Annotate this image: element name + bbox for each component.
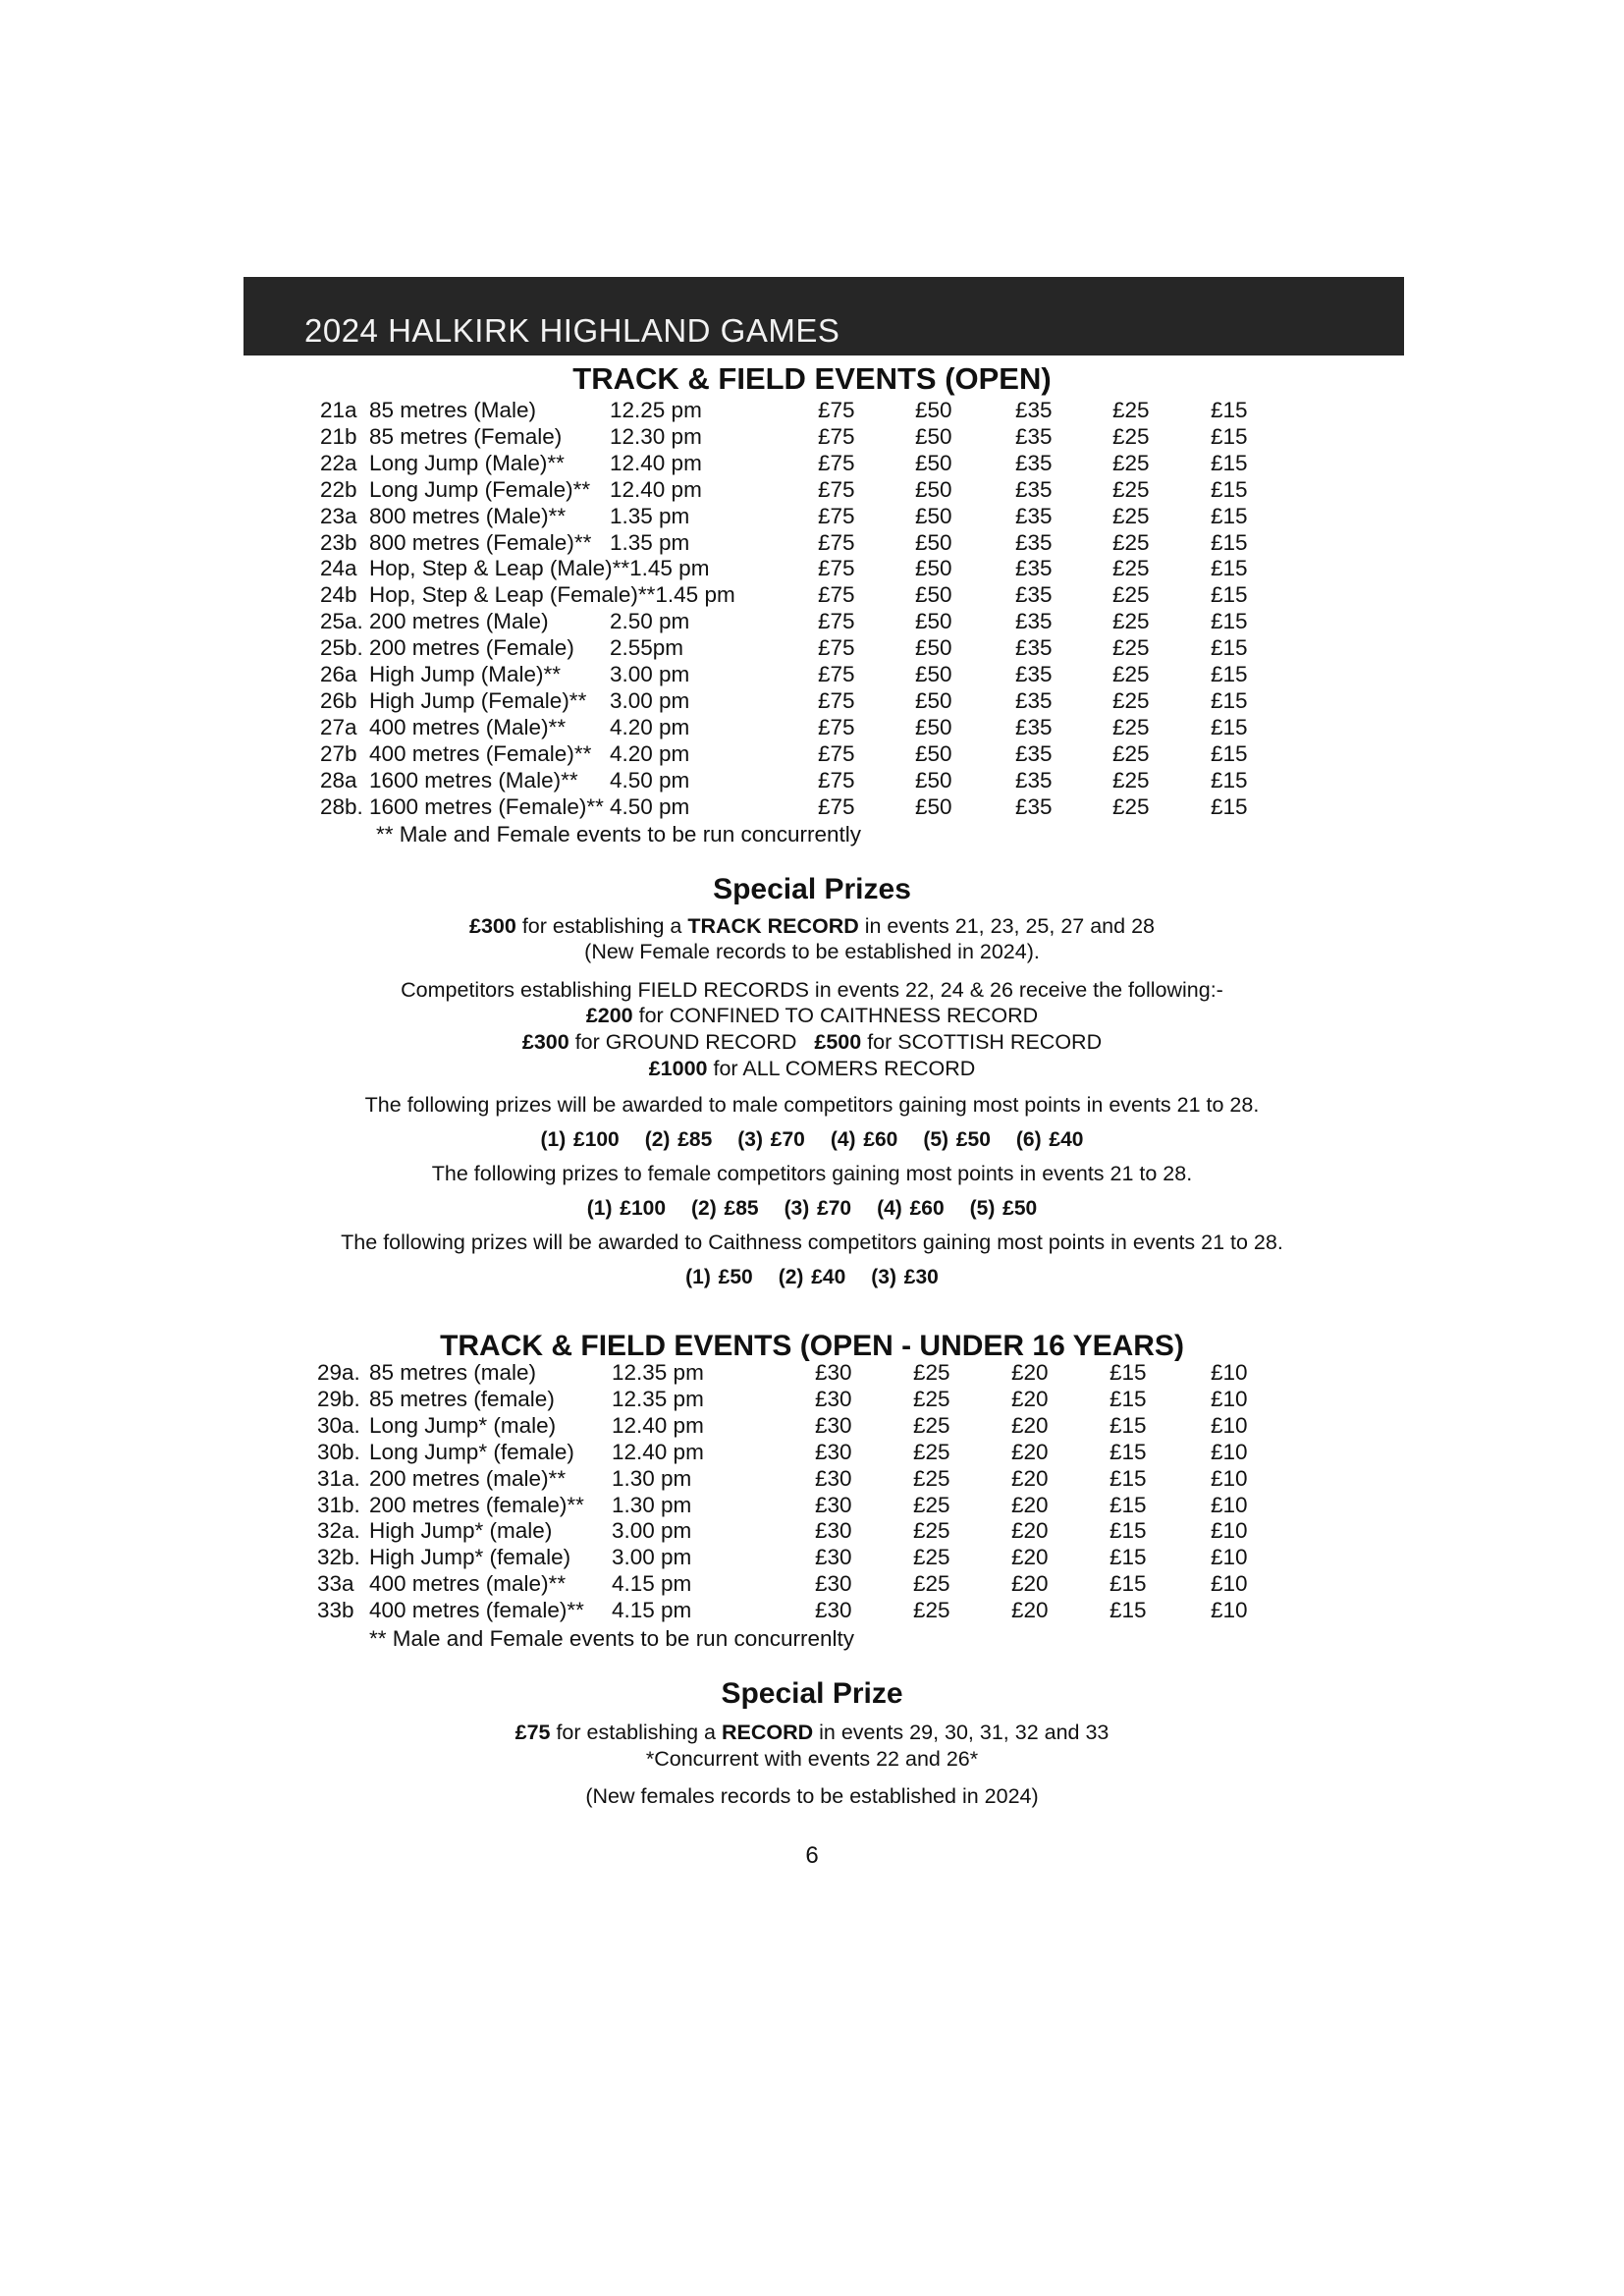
event-time: 1.35 pm [610,529,690,555]
concurrent-note-under16: ** Male and Female events to be run concurrenlty [369,1626,855,1651]
prize-place-5: (5) £50 [969,1197,1038,1220]
prize-2: £50 [915,767,952,793]
prize-3: £20 [1011,1412,1049,1438]
prize-3: £20 [1011,1386,1049,1411]
event-time: 4.15 pm [612,1598,692,1623]
event-time: 3.00 pm [612,1545,692,1570]
event-time: 12.40 pm [610,476,702,502]
prize-4: £15 [1110,1360,1147,1385]
prize-3: £20 [1011,1492,1049,1517]
prize-1: £75 [818,635,855,661]
event-name: 800 metres (Female)** [369,529,592,555]
event-code: 23a [320,503,357,528]
prize-1: £75 [818,503,855,528]
scottish-record-amount: £500 [814,1030,862,1054]
prize-place-1: (1) £100 [586,1197,667,1220]
prize-4: £25 [1112,503,1150,528]
prize-4: £25 [1112,398,1150,422]
prize-3: £20 [1011,1545,1049,1570]
prize-1: £30 [815,1492,852,1517]
special-prize-heading: Special Prize [721,1677,903,1710]
all-comers-record-text: for ALL COMERS RECORD [707,1057,976,1080]
concurrent-events-note: *Concurrent with events 22 and 26* [645,1747,979,1771]
event-name: 85 metres (Male) [369,398,537,422]
prize-1: £30 [815,1598,852,1623]
event-name: 85 metres (Female) [369,423,563,449]
event-name: High Jump* (male) [369,1518,553,1544]
prize-1: £75 [818,476,855,502]
prize-5: £15 [1211,714,1248,739]
event-code: 32a. [317,1518,360,1544]
prize-5: £15 [1211,398,1248,422]
prize-2: £25 [913,1492,950,1517]
prize-4: £15 [1110,1598,1147,1623]
prize-place-1: (1) £50 [685,1266,753,1288]
event-name: High Jump* (female) [369,1545,571,1570]
event-code: 28a [320,767,357,793]
prize-5: £15 [1211,767,1248,793]
track-record-text-a: for establishing a [515,914,688,938]
event-time: 4.50 pm [610,793,690,819]
prize-2: £25 [913,1598,950,1623]
event-time: 12.30 pm [610,423,702,449]
prize-5: £10 [1211,1598,1248,1623]
prize-4: £25 [1112,740,1150,766]
caithness-prizes-intro: The following prizes will be awarded to Caithness competitors gaining most points in events 21 to 28. [341,1230,1283,1254]
event-code: 22a [320,450,357,475]
event-name: 800 metres (Male)** [369,503,567,528]
event-name: High Jump (Female)** [369,687,587,713]
prize-1: £75 [818,767,855,793]
event-code: 29a. [317,1360,360,1385]
event-name: 400 metres (Male)** [369,714,567,739]
prize-5: £10 [1211,1518,1248,1544]
prize-3: £20 [1011,1360,1049,1385]
prize-place-3: (3) £70 [784,1197,852,1220]
event-code: 28b. [320,793,363,819]
prize-4: £25 [1112,662,1150,686]
prize-2: £50 [915,740,952,766]
record-prize-amount: £75 [514,1721,551,1744]
prize-2: £50 [915,635,952,661]
event-code: 22b [320,476,357,502]
event-time: 2.50 pm [610,609,690,634]
track-record-text-b: in events 21, 23, 25, 27 and 28 [858,914,1155,938]
prize-5: £10 [1211,1439,1248,1464]
prize-3: £35 [1015,662,1053,686]
prize-4: £25 [1112,714,1150,739]
section-heading-open: TRACK & FIELD EVENTS (OPEN) [572,361,1052,396]
record-prize-text-a: for establishing a [550,1721,722,1744]
prize-place-2: (2) £85 [691,1197,759,1220]
prize-1: £75 [818,450,855,475]
prize-5: £15 [1211,662,1248,686]
track-record-bold: TRACK RECORD [687,914,859,938]
female-prizes-row [0,1197,1624,1221]
event-name: 400 metres (Female)** [369,740,592,766]
prize-5: £15 [1211,503,1248,528]
prize-5: £15 [1211,423,1248,449]
prize-2: £50 [915,609,952,634]
track-record-line [0,914,1624,939]
event-time: 12.35 pm [612,1386,704,1411]
banner-title: 2024 HALKIRK HIGHLAND GAMES [304,312,840,349]
event-time: 4.20 pm [610,714,690,739]
male-prizes-row [0,1128,1624,1152]
prize-4: £25 [1112,423,1150,449]
prize-4: £25 [1112,450,1150,475]
prize-2: £25 [913,1439,950,1464]
prize-3: £35 [1015,714,1053,739]
ground-record-text: for GROUND RECORD [568,1030,797,1054]
prize-5: £10 [1211,1386,1248,1411]
event-name: 200 metres (male)** [369,1465,567,1491]
prize-4: £15 [1110,1518,1147,1544]
prize-5: £15 [1211,476,1248,502]
event-name: 400 metres (male)** [369,1571,567,1597]
event-time: 3.00 pm [610,662,690,686]
prize-1: £30 [815,1360,852,1385]
event-name: 200 metres (Male) [369,609,549,634]
event-code: 31b. [317,1492,360,1517]
event-code: 31a. [317,1465,360,1491]
event-code: 25b. [320,635,363,661]
prize-5: £15 [1211,582,1248,608]
event-code: 30a. [317,1412,360,1438]
event-code: 26b [320,687,357,713]
prize-1: £30 [815,1465,852,1491]
event-name: 200 metres (female)** [369,1492,584,1517]
field-records-intro: Competitors establishing FIELD RECORDS in events 22, 24 & 26 receive the following:- [401,978,1223,1002]
event-code: 24b [320,582,357,608]
prize-4: £25 [1112,556,1150,581]
prize-3: £35 [1015,635,1053,661]
prize-4: £15 [1110,1439,1147,1464]
prize-2: £50 [915,714,952,739]
event-name: Hop, Step & Leap (Female)**1.45 pm [369,582,735,608]
prize-2: £50 [915,793,952,819]
prize-1: £75 [818,398,855,422]
event-time: 4.15 pm [612,1571,692,1597]
record-prize-bold: RECORD [721,1721,814,1744]
caithness-record-text: for CONFINED TO CAITHNESS RECORD [632,1004,1039,1027]
prize-4: £15 [1110,1465,1147,1491]
prize-5: £15 [1211,635,1248,661]
event-code: 21a [320,398,357,422]
prize-5: £15 [1211,529,1248,555]
event-code: 29b. [317,1386,360,1411]
event-name: Hop, Step & Leap (Male)**1.45 pm [369,556,710,581]
event-code: 24a [320,556,357,581]
event-name: 200 metres (Female) [369,635,574,661]
prize-3: £35 [1015,423,1053,449]
event-code: 33a [317,1571,354,1597]
prize-4: £25 [1112,582,1150,608]
prize-2: £25 [913,1518,950,1544]
event-name: 1600 metres (Female)** [369,793,604,819]
prize-5: £15 [1211,556,1248,581]
prize-1: £30 [815,1439,852,1464]
section-heading-under16: TRACK & FIELD EVENTS (OPEN - UNDER 16 YEARS) [440,1330,1184,1362]
prize-4: £25 [1112,793,1150,819]
event-time: 1.30 pm [612,1492,692,1517]
prize-2: £50 [915,582,952,608]
prize-1: £75 [818,423,855,449]
event-time: 12.25 pm [610,398,702,422]
prize-4: £25 [1112,635,1150,661]
prize-4: £25 [1112,529,1150,555]
prize-1: £30 [815,1386,852,1411]
prize-3: £35 [1015,740,1053,766]
prize-1: £75 [818,793,855,819]
prize-1: £75 [818,556,855,581]
prize-2: £25 [913,1360,950,1385]
event-time: 1.35 pm [610,503,690,528]
prize-4: £15 [1110,1545,1147,1570]
prize-2: £50 [915,556,952,581]
event-time: 3.00 pm [612,1518,692,1544]
prize-2: £50 [915,529,952,555]
prize-3: £35 [1015,398,1053,422]
prize-2: £50 [915,662,952,686]
female-records-note: (New Female records to be established in 2024). [584,940,1040,963]
prize-3: £20 [1011,1598,1049,1623]
track-record-amount: £300 [469,914,516,938]
event-name: 1600 metres (Male)** [369,767,578,793]
caithness-record-amount: £200 [585,1004,633,1027]
prize-3: £35 [1015,687,1053,713]
event-time: 2.55pm [610,635,684,661]
event-code: 30b. [317,1439,360,1464]
event-code: 33b [317,1598,354,1623]
prize-1: £75 [818,740,855,766]
ground-scottish-record-line [0,1030,1624,1055]
prize-5: £15 [1211,687,1248,713]
prize-4: £25 [1112,687,1150,713]
prize-4: £25 [1112,609,1150,634]
event-time: 12.40 pm [612,1412,704,1438]
record-prize-line [0,1721,1624,1745]
prize-1: £75 [818,529,855,555]
event-code: 27a [320,714,357,739]
prize-2: £50 [915,687,952,713]
event-code: 25a. [320,609,363,634]
prize-place-3: (3) £30 [871,1266,939,1288]
prize-5: £10 [1211,1465,1248,1491]
ground-record-amount: £300 [521,1030,569,1054]
prize-5: £10 [1211,1360,1248,1385]
event-name: Long Jump* (female) [369,1439,574,1464]
record-prize-text-b: in events 29, 30, 31, 32 and 33 [813,1721,1110,1744]
event-name: Long Jump* (male) [369,1412,557,1438]
prize-3: £20 [1011,1439,1049,1464]
title-banner [244,277,1404,355]
prize-2: £25 [913,1386,950,1411]
prize-4: £15 [1110,1571,1147,1597]
prize-5: £15 [1211,450,1248,475]
prize-2: £25 [913,1412,950,1438]
prize-5: £15 [1211,740,1248,766]
prize-3: £35 [1015,609,1053,634]
prize-4: £15 [1110,1492,1147,1517]
prize-place-4: (4) £60 [830,1128,898,1151]
event-name: 85 metres (male) [369,1360,537,1385]
prize-place-6: (6) £40 [1015,1128,1084,1151]
prize-1: £30 [815,1571,852,1597]
female-prizes-intro: The following prizes to female competitors gaining most points in events 21 to 28. [431,1162,1193,1185]
prize-1: £30 [815,1412,852,1438]
prize-4: £15 [1110,1386,1147,1411]
event-time: 3.00 pm [610,687,690,713]
event-name: 85 metres (female) [369,1386,555,1411]
prize-4: £25 [1112,476,1150,502]
prize-place-1: (1) £100 [540,1128,620,1151]
prize-2: £50 [915,476,952,502]
all-comers-record-amount: £1000 [648,1057,708,1080]
event-name: Long Jump (Female)** [369,476,591,502]
event-time: 1.30 pm [612,1465,692,1491]
prize-5: £15 [1211,609,1248,634]
prize-2: £50 [915,398,952,422]
female-records-note-under16: (New females records to be established in 2024) [585,1784,1039,1808]
prize-1: £75 [818,714,855,739]
page-number: 6 [805,1842,819,1869]
prize-5: £10 [1211,1545,1248,1570]
prize-3: £20 [1011,1571,1049,1597]
special-prizes-heading: Special Prizes [713,873,911,905]
prize-3: £20 [1011,1465,1049,1491]
prize-3: £35 [1015,556,1053,581]
event-name: Long Jump (Male)** [369,450,565,475]
event-code: 23b [320,529,357,555]
prize-3: £20 [1011,1518,1049,1544]
event-name: 400 metres (female)** [369,1598,584,1623]
caithness-record-line [0,1004,1624,1028]
prize-3: £35 [1015,767,1053,793]
prize-2: £25 [913,1465,950,1491]
prize-place-3: (3) £70 [737,1128,805,1151]
prize-3: £35 [1015,450,1053,475]
male-prizes-intro: The following prizes will be awarded to male competitors gaining most points in events 21 to 28. [364,1093,1260,1117]
prize-1: £30 [815,1545,852,1570]
prize-place-2: (2) £85 [644,1128,713,1151]
prize-place-5: (5) £50 [923,1128,991,1151]
prize-2: £50 [915,503,952,528]
event-time: 4.20 pm [610,740,690,766]
scottish-record-text: for SCOTTISH RECORD [861,1030,1103,1054]
event-code: 27b [320,740,357,766]
prize-5: £10 [1211,1412,1248,1438]
prize-1: £30 [815,1518,852,1544]
prize-5: £10 [1211,1571,1248,1597]
event-time: 12.40 pm [612,1439,704,1464]
prize-3: £35 [1015,793,1053,819]
prize-2: £25 [913,1571,950,1597]
event-code: 32b. [317,1545,360,1570]
prize-3: £35 [1015,529,1053,555]
prize-3: £35 [1015,503,1053,528]
prize-2: £50 [915,423,952,449]
prize-place-2: (2) £40 [778,1266,846,1288]
prize-2: £25 [913,1545,950,1570]
prize-place-4: (4) £60 [877,1197,945,1220]
event-time: 12.40 pm [610,450,702,475]
caithness-prizes-row [0,1266,1624,1289]
prize-4: £15 [1110,1412,1147,1438]
prize-3: £35 [1015,582,1053,608]
prize-5: £15 [1211,793,1248,819]
event-code: 21b [320,423,357,449]
prize-1: £75 [818,687,855,713]
prize-1: £75 [818,609,855,634]
prize-2: £50 [915,450,952,475]
prize-5: £10 [1211,1492,1248,1517]
all-comers-record-line [0,1057,1624,1081]
prize-3: £35 [1015,476,1053,502]
prize-4: £25 [1112,767,1150,793]
event-code: 26a [320,662,357,686]
prize-1: £75 [818,662,855,686]
prize-1: £75 [818,582,855,608]
event-time: 12.35 pm [612,1360,704,1385]
concurrent-note: ** Male and Female events to be run concurrently [376,822,862,847]
event-time: 4.50 pm [610,767,690,793]
event-name: High Jump (Male)** [369,662,562,686]
